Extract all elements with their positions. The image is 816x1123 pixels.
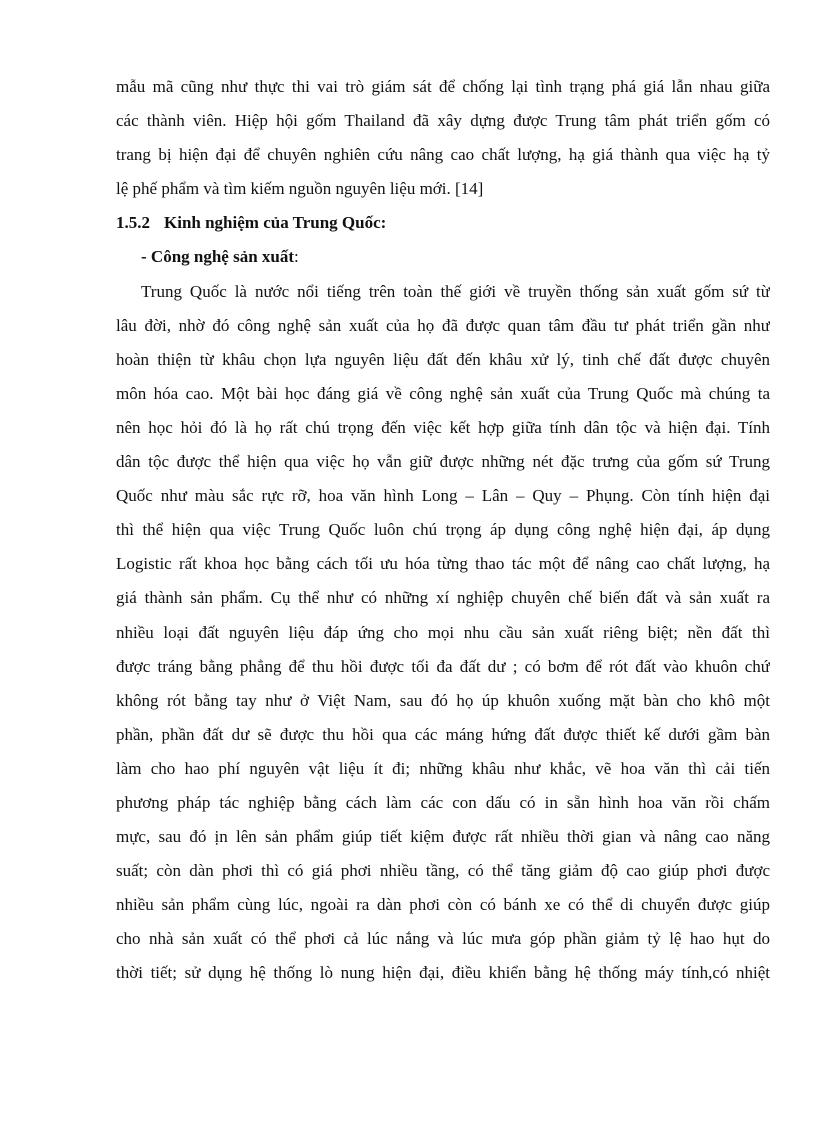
paragraph-line: suất; còn dàn phơi thì có giá phơi nhiều tầng, có thể tăng giảm độ cao giúp phơi được: [116, 861, 770, 881]
paragraph-line: lâu đời, nhờ đó công nghệ sản xuất của họ đã được quan tâm đầu tư phát triển gần như: [116, 315, 770, 335]
paragraph-line: mẫu mã cũng như thực thi vai trò giám sát để chống lại tình trạng phá giá lẫn nhau giữa: [116, 77, 770, 96]
paragraph-line: Trung Quốc là nước nổi tiếng trên toàn thế giới về truyền thống sản xuất gốm sứ từ: [141, 281, 770, 301]
paragraph-line: thì thể hiện qua việc Trung Quốc luôn chú trọng áp dụng công nghệ hiện đại, áp dụng: [116, 520, 770, 540]
paragraph-china: [116, 275, 770, 991]
paragraph-line: trang bị hiện đại để chuyên nghiên cứu nâng cao chất lượng, hạ giá thành qua việc hạ tỷ: [116, 145, 770, 165]
section-heading: [116, 206, 770, 240]
paragraph-line: làm cho hao phí nguyên vật liệu ít đi; những khâu như khắc, vẽ hoa văn thì cải tiến: [116, 758, 770, 778]
paragraph-line: mực, sau đó ịn lên sản phẩm giúp tiết kiệm được rất nhiều thời gian và nâng cao năng: [116, 827, 770, 847]
paragraph-line: hoàn thiện từ khâu chọn lựa nguyên liệu đất đến khâu xử lý, tinh chế đất được chuyên: [116, 349, 770, 369]
paragraph-line: Quốc như màu sắc rực rỡ, hoa văn hình Long – Lân – Quy – Phụng. Còn tính hiện đại: [116, 486, 770, 506]
paragraph-line: nên học hỏi đó là họ rất chú trọng đến việc kết hợp giữa tính dân tộc và hiện đại. Tính: [116, 417, 770, 437]
section-title: Kinh nghiệm của Trung Quốc:: [164, 213, 387, 233]
paragraph-line: cho nhà sản xuất có thể phơi cả lúc nắng và lúc mưa góp phần giảm tỷ lệ hao hụt do: [116, 929, 770, 949]
paragraph-line: môn hóa cao. Một bài học đáng giá về công nghệ sản xuất của Trung Quốc mà chúng ta: [116, 383, 770, 403]
paragraph-line: nhiều sản phẩm cùng lúc, ngoài ra dàn phơi còn có bánh xe có thể di chuyển được giúp: [116, 895, 770, 915]
paragraph-line: giá thành sản phẩm. Cụ thể như có những xí nghiệp chuyên chế biến đất và sản xuất ra: [116, 588, 770, 608]
paragraph-line: được tráng bằng phẳng để thu hồi được tối đa đất dư ; có bơm để rót đất vào khuôn chứ: [116, 656, 770, 676]
paragraph-line: không rót bằng tay như ở Việt Nam, sau đó họ úp khuôn xuống mặt bàn cho khô một: [116, 690, 770, 710]
paragraph-line: lệ phế phẩm và tìm kiếm nguồn nguyên liệu mới. [14]: [116, 179, 484, 199]
paragraph-line: phương pháp tác nghiệp bằng cách làm các con dấu có in sẵn hình hoa văn rồi chấm: [116, 792, 770, 812]
subsection-heading: [116, 240, 770, 274]
paragraph-line: thời tiết; sử dụng hệ thống lò nung hiện đại, điều khiển bằng hệ thống máy tính,có nhiệt: [116, 963, 770, 983]
document-page: [116, 70, 770, 991]
subsection-title: - Công nghệ sản xuất: [141, 247, 295, 267]
paragraph-line: nhiều loại đất nguyên liệu đáp ứng cho mọi nhu cầu sản xuất riêng biệt; nền đất thì: [116, 622, 770, 642]
paragraph-thailand: [116, 70, 770, 206]
paragraph-line: Logistic rất khoa học bằng cách tối ưu hóa từng thao tác một để nâng cao chất lượng, hạ: [116, 554, 770, 574]
paragraph-line: các thành viên. Hiệp hội gốm Thailand đã xây dựng được Trung tâm phát triển gốm có: [116, 111, 770, 131]
paragraph-line: phần, phần đất dư sẽ được thu hồi qua các máng hứng đất được thiết kế dưới gầm bàn: [116, 724, 770, 744]
paragraph-line: dân tộc được thể hiện qua việc họ vẫn giữ được những nét đặc trưng của gốm sứ Trung: [116, 452, 770, 472]
subsection-suffix: :: [294, 247, 299, 267]
section-number: 1.5.2: [116, 213, 150, 233]
